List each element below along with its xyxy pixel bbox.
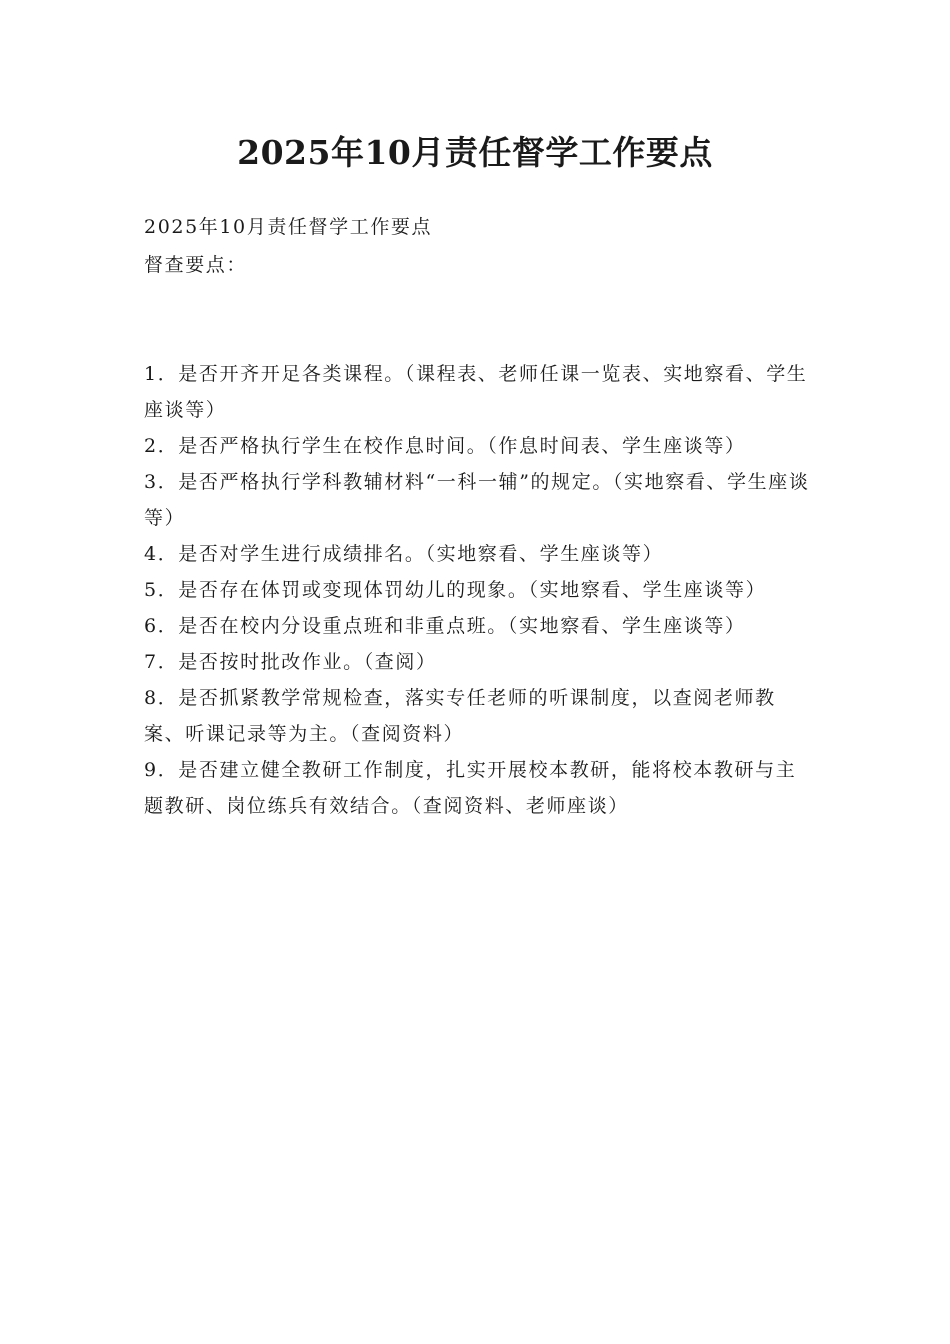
document-title: 2025年10月责任督学工作要点 [237,133,713,172]
list-item: 9．是否建立健全教研工作制度，扎实开展校本教研，能将校本教研与主题教研、岗位练兵有效结合。（查阅资料、老师座谈） [144,759,797,817]
inspection-item-list [144,356,816,824]
list-item: 6．是否在校内分设重点班和非重点班。（实地察看、学生座谈等） [144,615,746,637]
list-item: 5．是否存在体罚或变现体罚幼儿的现象。（实地察看、学生座谈等） [144,579,767,601]
document-subtitle: 2025年10月责任督学工作要点 [144,216,433,238]
list-item: 1．是否开齐开足各类课程。（课程表、老师任课一览表、实地察看、学生座谈等） [144,363,808,421]
list-item: 3．是否严格执行学科教辅材料“一科一辅”的规定。（实地察看、学生座谈等） [144,471,810,529]
list-item: 8．是否抓紧教学常规检查，落实专任老师的听课制度，以查阅老师教案、听课记录等为主。（查阅资料） [144,687,776,745]
list-item: 7．是否按时批改作业。（查阅） [144,651,437,673]
list-item: 2．是否严格执行学生在校作息时间。（作息时间表、学生座谈等） [144,435,746,457]
section-label: 督查要点： [144,254,248,276]
list-item: 4．是否对学生进行成绩排名。（实地察看、学生座谈等） [144,543,664,565]
